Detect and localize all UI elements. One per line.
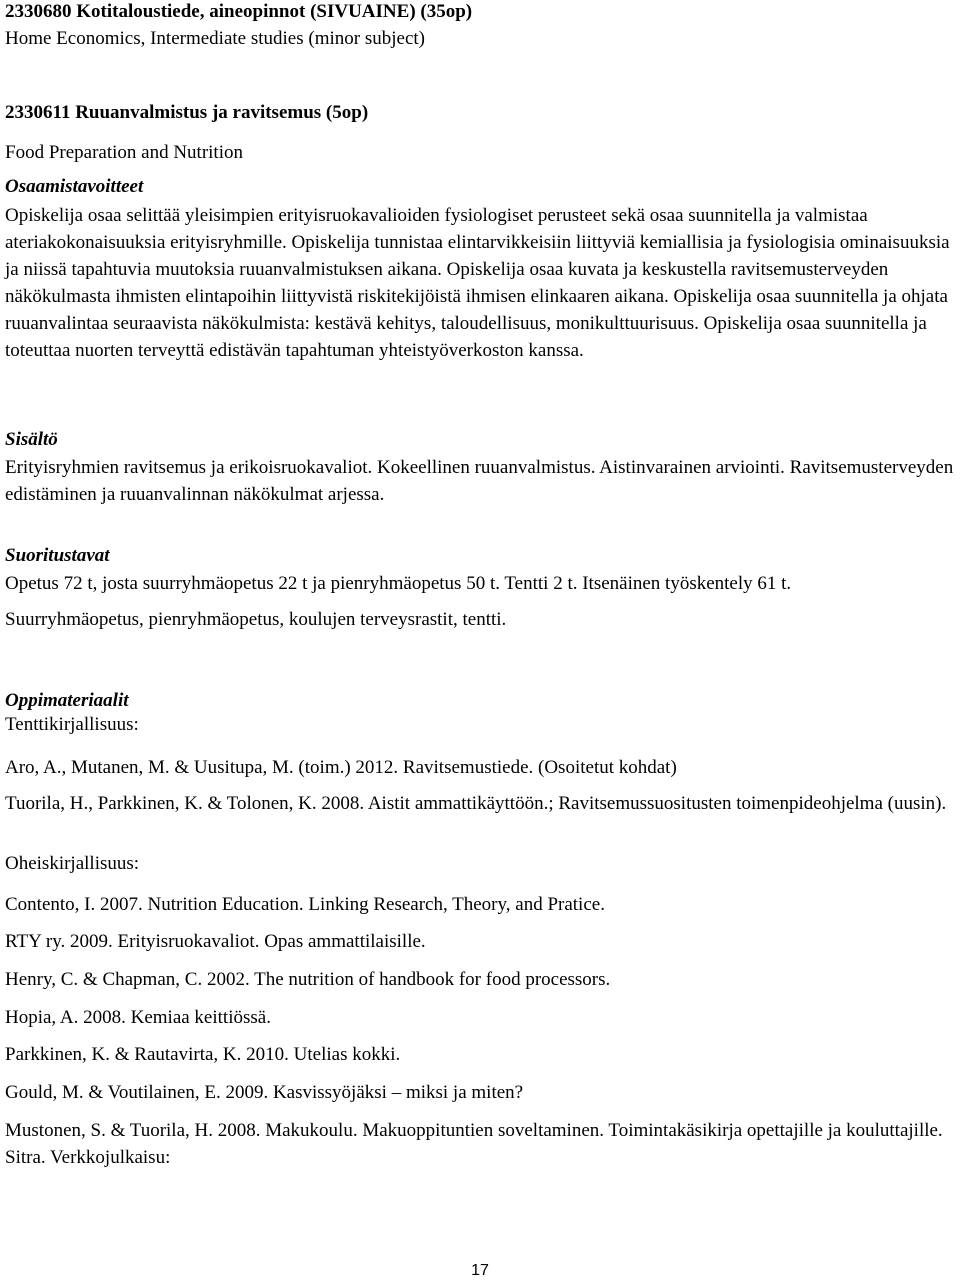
supplementary-reference: Hopia, A. 2008. Kemiaa keittiössä. — [5, 1007, 271, 1028]
course-title: 2330611 Ruuanvalmistus ja ravitsemus (5op) — [5, 102, 369, 123]
completion-hours: Opetus 72 t, josta suurryhmäopetus 22 t ja pienryhmäopetus 50 t. Tentti 2 t. Itsenäinen työskentely 61 t. — [5, 573, 792, 594]
completion-methods: Suurryhmäopetus, pienryhmäopetus, koulujen terveysrastit, tentti. — [5, 609, 507, 630]
exam-literature-label: Tenttikirjallisuus: — [5, 714, 139, 735]
module-title: 2330680 Kotitaloustiede, aineopinnot (SIVUAINE) (35op) — [5, 1, 473, 22]
supplementary-literature-label: Oheiskirjallisuus: — [5, 853, 140, 874]
course-subtitle: Food Preparation and Nutrition — [5, 142, 243, 163]
module-subtitle: Home Economics, Intermediate studies (minor subject) — [5, 28, 425, 49]
supplementary-reference: Gould, M. & Voutilainen, E. 2009. Kasvissyöjäksi – miksi ja miten? — [5, 1082, 524, 1103]
page-number: 17 — [471, 1262, 489, 1279]
supplementary-reference: Mustonen, S. & Tuorila, H. 2008. Makukoulu. Makuoppituntien soveltaminen. Toimintakäsikirja opettajille ja kouluttajille. Sitra. Verkkojulkaisu: — [5, 1120, 943, 1168]
supplementary-reference: Henry, C. & Chapman, C. 2002. The nutrition of handbook for food processors. — [5, 969, 611, 990]
content-heading: Sisältö — [5, 429, 58, 450]
exam-reference: Aro, A., Mutanen, M. & Uusitupa, M. (toim.) 2012. Ravitsemustiede. (Osoitetut kohdat) — [5, 757, 677, 778]
materials-heading: Oppimateriaalit — [5, 690, 129, 711]
supplementary-reference: Parkkinen, K. & Rautavirta, K. 2010. Utelias kokki. — [5, 1044, 401, 1065]
objectives-heading: Osaamistavoitteet — [5, 176, 144, 197]
content-text: Erityisryhmien ravitsemus ja erikoisruokavaliot. Kokeellinen ruuanvalmistus. Aistinvarainen arviointi. Ravitsemusterveyden edistäminen ja ruuanvalinnan näkökulmat arjessa. — [5, 457, 954, 505]
supplementary-reference: RTY ry. 2009. Erityisruokavaliot. Opas ammattilaisille. — [5, 931, 426, 952]
supplementary-reference: Contento, I. 2007. Nutrition Education. Linking Research, Theory, and Pratice. — [5, 894, 605, 915]
completion-heading: Suoritustavat — [5, 545, 110, 566]
objectives-text: Opiskelija osaa selittää yleisimpien erityisruokavalioiden fysiologiset perusteet sekä osaa suunnitella ja valmistaa ateriakokonaisuuksia erityisryhmille. Opiskelija tunnistaa elintarvikkeisiin liittyviä kemiallisia ja fysiologisia ominaisuuksia ja niissä tapahtuvia muutoksia ruuanvalmistuksen aikana. Opiskelija osaa kuvata ja keskustella ravitsemusterveyden näkökulmasta ihmisten elintapoihin liittyvistä riskitekijöistä ihmisen elinkaaren aikana. Opiskelija osaa suunnitella ja ohjata ruuanvalintaa seuraavista näkökulmista: kestävä kehitys, taloudellisuus, monikulttuurisuus. Opiskelija osaa suunnitella ja toteuttaa nuorten terveyttä edistävän tapahtuman yhteistyöverkoston kanssa. — [5, 205, 950, 361]
exam-reference: Tuorila, H., Parkkinen, K. & Tolonen, K. 2008. Aistit ammattikäyttöön.; Ravitsemussuositusten toimenpideohjelma (uusin). — [5, 793, 947, 814]
